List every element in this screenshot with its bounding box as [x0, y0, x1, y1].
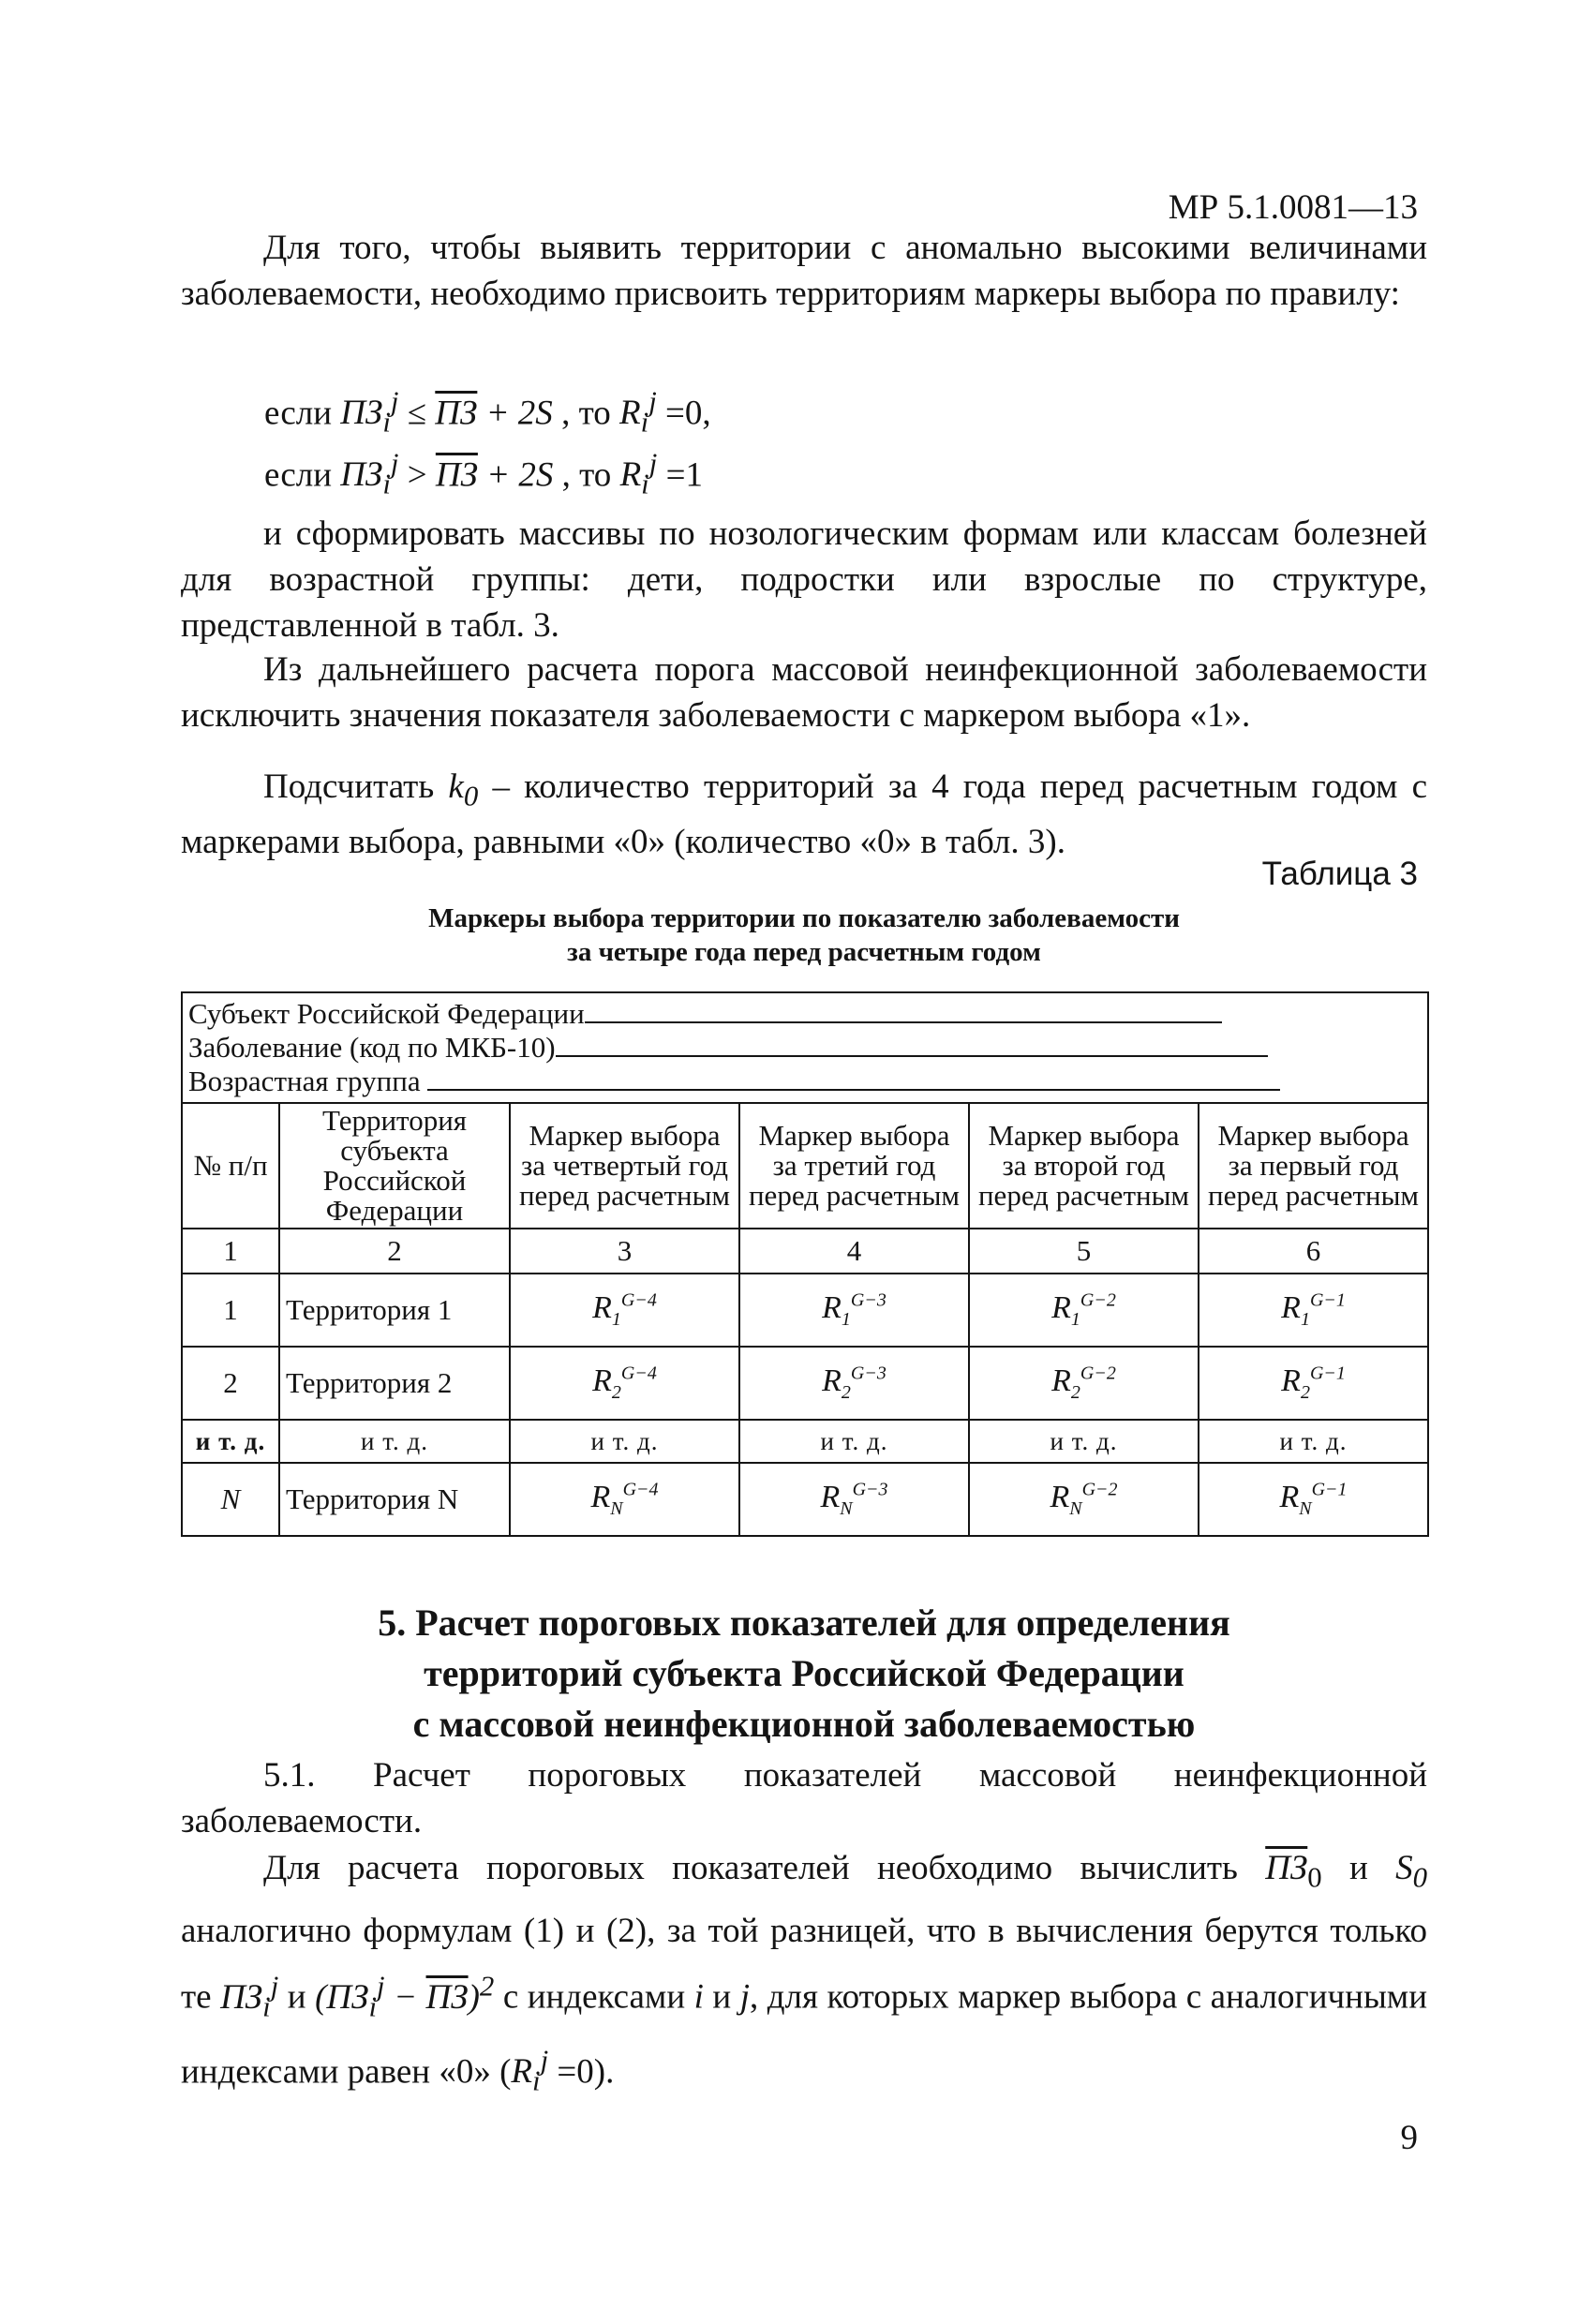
- column-number-row: [182, 1229, 1428, 1274]
- paragraph-5-1: 5.1. Расчет пороговых показателей массовой неинфекционной заболеваемости.: [181, 1756, 1427, 1840]
- rule-formula-1: [264, 386, 711, 439]
- rule1-marker: $R_i^j$: [619, 386, 657, 439]
- col-number: 2: [279, 1229, 510, 1274]
- marker-cell: $R_2^{G-1}$: [1199, 1347, 1428, 1420]
- table-title: Маркеры выбора территории по показателю заболеваемости за четыре года перед расчетным годом: [428, 903, 1180, 967]
- markers-table: [181, 991, 1429, 1537]
- marker-symbol: $R_i^j$: [511, 2045, 549, 2097]
- row-number: N: [182, 1463, 279, 1536]
- marker-cell: $R_2^{G-3}$: [739, 1347, 969, 1420]
- pz-ij-symbol: $ПЗ_i^j$: [220, 1970, 279, 2023]
- col-number: 1: [182, 1229, 279, 1274]
- paragraph-exclude: Из дальнейшего расчета порога массовой неинфекционной заболеваемости исключить значения показателя заболеваемости с маркером выбора «1».: [181, 650, 1427, 735]
- etc-cell: и т. д.: [1199, 1420, 1428, 1463]
- marker-cell: $R_1^{G-3}$: [739, 1274, 969, 1347]
- document-code: МР 5.1.0081—13: [1168, 188, 1418, 227]
- territory-name: Территория 1: [279, 1274, 510, 1347]
- rule1-then: , то: [561, 394, 611, 433]
- marker-cell: $R_1^{G-4}$: [510, 1274, 739, 1347]
- pz0-symbol: ПЗ: [1265, 1849, 1308, 1887]
- rule2-op: >: [407, 455, 427, 495]
- rule-formula-2: [264, 448, 703, 501]
- paragraph-arrays: и сформировать массивы по нозологическим формам или классам болезней для возрастной группы: дети, подростки или взрослые по структуре, представленной в табл. 3.: [181, 514, 1427, 645]
- section-heading: 5. Расчет пороговых показателей для определения территорий субъекта Российской Федерации с массовой неинфекционной заболеваемостью: [378, 1601, 1230, 1745]
- rule1-lhs: $ПЗ_i^j$: [340, 386, 399, 439]
- col-number: 3: [510, 1229, 739, 1274]
- territory-name: Территория N: [279, 1463, 510, 1536]
- subject-line: Субъект Российской Федерации: [188, 997, 1422, 1031]
- k0-symbol: $k_0$: [448, 767, 479, 812]
- rule2-lhs: $ПЗ_i^j$: [340, 448, 399, 500]
- header-marker-year4: Маркер выбора за четвертый год перед расчетным: [510, 1103, 739, 1229]
- squared-deviation-symbol: $(ПЗ_i^j - ПЗ)^2$: [315, 1970, 495, 2023]
- rule2-marker: $R_i^j$: [619, 448, 658, 500]
- col-number: 4: [739, 1229, 969, 1274]
- age-group-line: Возрастная группа: [188, 1065, 1422, 1098]
- marker-cell: $R_2^{G-2}$: [969, 1347, 1199, 1420]
- marker-cell: $R_N^{G-4}$: [510, 1463, 739, 1536]
- paragraph-5-1-detail: Для расчета пороговых показателей необходимо вычислить $ПЗ_0$ и $S_0$ аналогично формулам (1) и (2), за той разницей, что в вычисления берутся только те $ПЗ_i^j$ и $(ПЗ_i^j - ПЗ)^2$ с индексами i и j, для которых маркер выбора с аналогичными индексами равен «0» $(R_i^j =0)$.: [181, 1849, 1428, 2097]
- table-row: [182, 1274, 1428, 1347]
- marker-cell: $R_1^{G-2}$: [969, 1274, 1199, 1347]
- table-row: [182, 1463, 1428, 1536]
- rule1-op: ≤: [407, 394, 427, 433]
- table-meta-row: [182, 992, 1428, 1103]
- etc-cell: и т. д.: [510, 1420, 739, 1463]
- row-number: и т. д.: [182, 1420, 279, 1463]
- rule2-result: =1: [665, 455, 703, 495]
- territory-name: Территория 2: [279, 1347, 510, 1420]
- s0-symbol: $S_0$: [1395, 1849, 1428, 1894]
- header-territory: Территория субъекта Российской Федерации: [279, 1103, 510, 1229]
- col-number: 5: [969, 1229, 1199, 1274]
- table-row-etc: [182, 1420, 1428, 1463]
- rule2-rhs-tail: + 2S: [486, 455, 554, 495]
- rule2-then: , то: [561, 455, 612, 495]
- rule1-rhs-tail: + 2S: [485, 394, 553, 433]
- header-marker-year2: Маркер выбора за второй год перед расчетным: [969, 1103, 1199, 1229]
- marker-cell: $R_N^{G-1}$: [1199, 1463, 1428, 1536]
- marker-cell: $R_2^{G-4}$: [510, 1347, 739, 1420]
- row-number: 2: [182, 1347, 279, 1420]
- marker-cell: $R_N^{G-3}$: [739, 1463, 969, 1536]
- disease-line: Заболевание (код по МКБ-10): [188, 1031, 1422, 1065]
- marker-cell: $R_N^{G-2}$: [969, 1463, 1199, 1536]
- page-number: 9: [1400, 2119, 1418, 2157]
- row-number: 1: [182, 1274, 279, 1347]
- header-number: № п/п: [182, 1103, 279, 1229]
- table-caption: Таблица 3: [1261, 856, 1418, 892]
- rule1-result: =0,: [665, 394, 711, 433]
- table-header-row: [182, 1103, 1428, 1229]
- etc-cell: и т. д.: [969, 1420, 1199, 1463]
- header-marker-year1: Маркер выбора за первый год перед расчетным: [1199, 1103, 1428, 1229]
- col-number: 6: [1199, 1229, 1428, 1274]
- etc-cell: и т. д.: [739, 1420, 969, 1463]
- marker-cell: $R_1^{G-1}$: [1199, 1274, 1428, 1347]
- header-marker-year3: Маркер выбора за третий год перед расчетным: [739, 1103, 969, 1229]
- rule2-prefix: если: [264, 455, 333, 495]
- territory-name: и т. д.: [279, 1420, 510, 1463]
- paragraph-count: Подсчитать $k_0$ – количество территорий за 4 года перед расчетным годом с маркерами выбора, равными «0» (количество «0» в табл. 3).: [181, 767, 1428, 862]
- rule1-rhs-mean: ПЗ: [435, 394, 478, 433]
- table-row: [182, 1347, 1428, 1420]
- paragraph-intro: Для того, чтобы выявить территории с аномально высокими величинами заболеваемости, необходимо присвоить территориям маркеры выбора по правилу:: [181, 229, 1427, 313]
- rule1-prefix: если: [264, 394, 333, 433]
- rule2-rhs-mean: ПЗ: [435, 455, 478, 495]
